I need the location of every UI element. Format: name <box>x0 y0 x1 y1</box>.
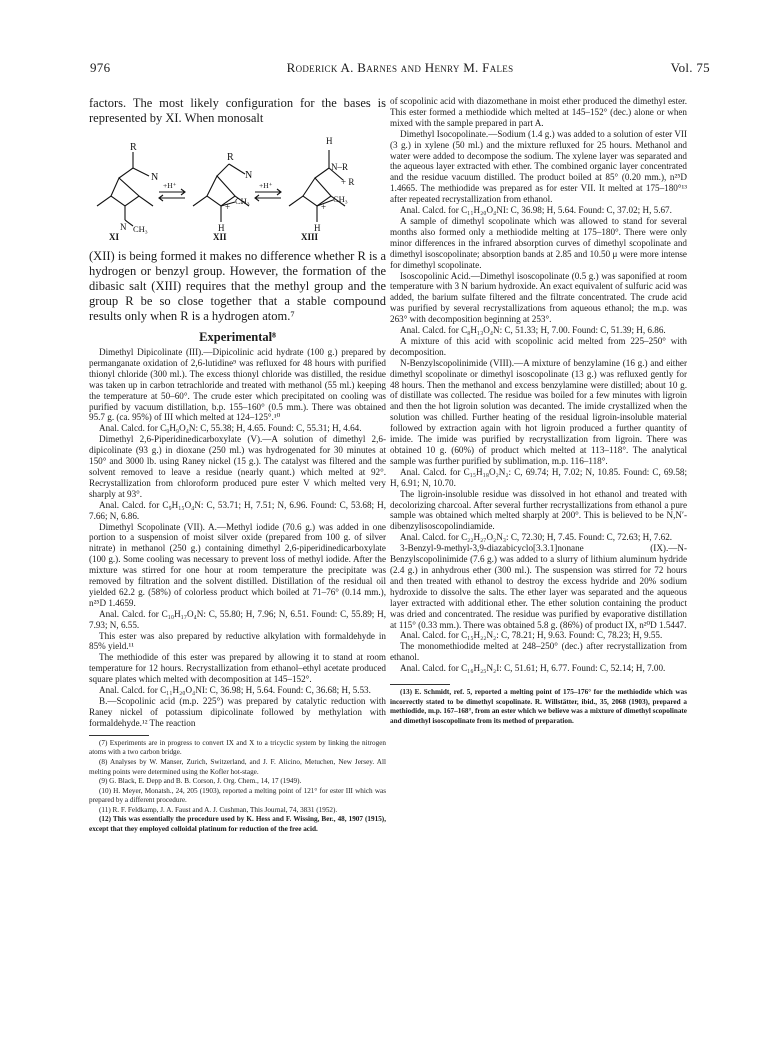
footnote: (7) Experiments are in progress to convert IX and X to a tricyclic system by linking the nitrogen atoms with a two carbon bridge. <box>89 738 386 757</box>
bicyclic-structures <box>89 130 386 243</box>
atom-label: H <box>218 223 225 233</box>
section-heading: Experimental⁸ <box>199 330 276 344</box>
paragraph: Dimethyl Scopolinate (VII). A.—Methyl iodide (70.6 g.) was added in one portion to a suspension of moist silver oxide (prepared from 100 g. of silver nitrate) in methanol (250 g.) containing dimethyl 2,6-piperidinedicarboxylate (100 g.). Some cooling was necessary to prevent loss of methyl iodide. After the mixture was stirred for one hour at room temperature the precipitate was removed by filtration and the solvent distilled. Distillation of the residual oil yielded 62.2 g. (58%) of colorless product which boiled at 71–76° (0.14 mm.), n²⁵D 1.4659. <box>89 521 386 608</box>
atom-label: + <box>321 202 327 212</box>
atom-label: R <box>227 152 234 163</box>
paragraph: Dimethyl 2,6-Piperidinedicarboxylate (V).—A solution of dimethyl 2,6-dipicolinate (93 g.) in dioxane (250 ml.) was hydrogenated for 30 minutes at 150° and 3000 lb. using Raney nickel (15 g.). The catalyst was filtered and the solvent removed to leave a residue (nearly quant.) which melted at 92°. Recrystallization from chloroform produced pure ester V which melted very sharply at 93°. <box>89 434 386 499</box>
paragraph: This ester was also prepared by reductive alkylation with formaldehyde in 85% yield.¹¹ <box>89 630 386 652</box>
paragraph: A sample of dimethyl scopolinate which was allowed to stand for several months also formed only a methiodide melting at 175–180°. There were only minor differences in the infrared absorption curves of dimethyl scopolinate and dimethyl isoscopolinate; absorption bands at 2.85 and 10.50 μ were more intense for dimethyl scopolinate. <box>390 215 687 270</box>
arrow-label: +H⁺ <box>259 181 273 190</box>
paragraph: Anal. Calcd. for C₉H₉O₄N: C, 55.38; H, 4.65. Found: C, 55.31; H, 4.64. <box>99 423 362 434</box>
paragraph: Isoscopolinic Acid.—Dimethyl isoscopolinate (0.5 g.) was saponified at room temperature with 3 N barium hydroxide. An exact equivalent of sulfuric acid was added, the barium sulfate filtered and the filtrate concentrated. The crude acid was purified by several recrystallizations from aqueous ethanol; the m.p. was 263° with decomposition beginning at 253°. <box>390 270 687 325</box>
figure-label: XIII <box>301 232 319 242</box>
discussion-text: (XII) is being formed it makes no difference whether R is a hydrogen or benzyl group. However, the formation of the dibasic salt (XIII) requires that the methyl group and the group R be so close together that a stable compound results only when R is a hydrogen atom.⁷ <box>89 249 386 323</box>
footnote: (8) Analyses by W. Manser, Zurich, Switzerland, and J. F. Alicino, Metuchen, New Jersey. All melting points were determined using the Kofler hot-stage. <box>89 757 386 776</box>
atom-label: H <box>314 223 321 233</box>
page-header <box>90 60 710 76</box>
atom-label: + <box>225 202 231 212</box>
footnote: (10) H. Meyer, Monatsh., 24, 205 (1903), reported a melting point of 121° for ester III which was prepared by a different procedure. <box>89 786 386 805</box>
footnote: (9) G. Black, E. Depp and B. B. Corson, J. Org. Chem., 14, 17 (1949). <box>99 777 302 786</box>
paragraph: N-Benzylscopolinimide (VIII).—A mixture of benzylamine (16 g.) and either dimethyl scopolinate or dimethyl isoscopolinate (13 g.) was refluxed gently for 48 hours. Then the methanol and excess benzylamine were distilled; about 10 g. of distillate was collected. The residue was boiled for a few minutes with ligroin and then the hot ligroin solution was decanted. The imide crystallized when the solution was chilled. Further heating of the residual ligroin-insoluble material followed by extraction again with hot ligroin produced a further quantity of imide. The imide was purified by recrystallization from ligroin. There was obtained 10 g. (60%) of product which melted at 113–118°. The analytical sample was further purified by sublimation, m.p. 116–118°. <box>390 357 687 466</box>
atom-label: N <box>245 170 253 181</box>
footnote: (12) This was essentially the procedure used by K. Hess and F. Wissing, Ber., 48, 1907 (1915), except that they employed colloidal platinum for reduction of the free acid. <box>89 815 386 834</box>
paragraph: The methiodide of this ester was prepared by allowing it to stand at room temperature for 12 hours. Recrystallization from ethanol–ethyl acetate produced square plates which melted with decomposition at 145–152°. <box>89 652 386 685</box>
paragraph: Dimethyl Dipicolinate (III).—Dipicolinic acid hydrate (100 g.) prepared by permanganate oxidation of 2,6-lutidine⁹ was refluxed for 48 hours with purified thionyl chloride (300 ml.). The excess thionyl chloride was distilled, the residue was taken up in carbon tetrachloride and treated with methanol (55 ml.) keeping the temperature at 50–60°. The crude ester which precipitated on cooling was purified by vacuum distillation, b.p. 155–160° (0.5 mm.). There was obtained 95.7 g. (ca. 95%) of III which melted at 124–125°.¹⁰ <box>89 347 386 423</box>
footnote: (11) R. F. Feldkamp, J. A. Faust and A. J. Cushman, This Journal, 74, 3831 (1952). <box>99 805 338 814</box>
paragraph: Anal. Calcd. for C₁₁H₂₀O₄NI: C, 36.98; H, 5.64. Found: C, 37.02; H, 5.67. <box>400 205 672 216</box>
paragraph: Dimethyl Isocopolinate.—Sodium (1.4 g.) was added to a solution of ester VII (3 g.) in xylene (50 ml.) and the mixture refluxed for 25 hours. Methanol and water were added to decompose the sodium. The xylene layer was separated and the aqueous layer extracted with ether. The combined organic layer concentrated and the residue vacuum distilled. The product boiled at 85° (0.20 mm.), n²⁵D 1.4665. The methiodide was prepared as for ester VII. It melted at 175–180°¹³ after repeated recrystallization from ethanol. <box>390 128 687 205</box>
figure-label: XI <box>109 232 120 242</box>
atom-label: CH₃ <box>235 196 250 206</box>
paragraph: Anal. Calcd. for C₁₅H₂₂N₂: C, 78.21; H, 9.63. Found: C, 78.23; H, 9.55. <box>400 630 663 641</box>
paragraph: Anal. Calcd. for C₁₀H₁₇O₄N: C, 55.80; H, 7.96; N, 6.51. Found: C, 55.89; H, 7.93; N, 6.55. <box>89 608 386 630</box>
volume-label: Vol. 75 <box>670 60 710 75</box>
atom-label: H <box>326 136 333 146</box>
atom-label: N <box>120 222 127 232</box>
atom-label: CH₃ <box>133 224 148 234</box>
paragraph: Anal. Calcd. for C₈H₁₃O₄N: C, 51.33; H, 7.00. Found: C, 51.39; H, 6.86. <box>400 325 666 336</box>
paragraph: Anal. Calcd. for C₉H₁₅O₄N: C, 53.71; H, 7.51; N, 6.96. Found: C, 53.68; H, 7.66; N, 6.86. <box>89 499 386 521</box>
atom-label: R <box>130 142 137 153</box>
paragraph: 3-Benzyl-9-methyl-3,9-diazabicyclo[3.3.1]nonane (IX).—N-Benzylscopolinimide (7.6 g.) was added to a slurry of lithium aluminum hydride (2.4 g.) in anhydrous ether (300 ml.). The suspension was stirred for 72 hours and then treated with ethanol to destroy the excess hydride and 20% sodium hydroxide to dissolve the salts. The ether layer was separated and the aqueous layer extracted with additional ether. The ether solution containing the product was dried and concentrated. The residue was purified by evaporative distillation at 115° (0.33 mm.). There was obtained 5.8 g. (86%) of product IX, n²⁰D 1.5447. <box>390 543 687 630</box>
paragraph: The monomethiodide melted at 248–250° (dec.) after recrystallization from ethanol. <box>390 641 687 663</box>
atom-label: N–R <box>331 162 349 172</box>
paragraph: Anal. Calcd. for C₂₂H₂₇O₂N₃: C, 72.30; H, 7.45. Found: C, 72.63; H, 7.62. <box>400 532 673 543</box>
paragraph: Anal. Calcd. for C₁₁H₂₀O₄NI: C, 36.98; H, 5.64. Found: C, 36.68; H, 5.53. <box>99 685 371 696</box>
paragraph: Anal. Calcd. for C₁₅H₁₈O₂N₂: C, 69.74; H, 7.02; N, 10.85. Found: C, 69.58; H, 6.91; N, 10.70. <box>390 466 687 488</box>
paragraph: A mixture of this acid with scopolinic acid melted from 225–250° with decomposition. <box>390 335 687 357</box>
atom-label: CH₃ <box>333 194 348 204</box>
left-column <box>89 96 386 835</box>
arrow-label: +H⁺ <box>163 181 177 190</box>
page-number: 976 <box>90 60 111 75</box>
structure-figure <box>89 130 386 243</box>
right-column <box>390 96 687 726</box>
paragraph: Anal. Calcd. for C₁₆H₂₅N₂I: C, 51.61; H, 6.77. Found: C, 52.14; H, 7.00. <box>400 663 666 674</box>
figure-label: XII <box>213 232 227 242</box>
atom-label: N <box>151 172 159 183</box>
footnote: (13) E. Schmidt, ref. 5, reported a melting point of 175–176° for the methiodide which was incorrectly stated to be dimethyl scopolinate. R. Willstätter, ibid., 35, 2068 (1903), prepared a methiodide, m.p. 167–168°, from an ester which we believe was a mixture of dimethyl scopolinate and dimethyl isoscopolinate from its method of preparation. <box>390 688 687 725</box>
paragraph: The ligroin-insoluble residue was dissolved in hot ethanol and treated with decolorizing charcoal. After several further recrystallizations from ethanol a pure sample was obtained which melted sharply at 200°. This is believed to be N,N′-dibenzylisoscopolindiamide. <box>390 488 687 532</box>
intro-text: factors. The most likely configuration for the bases is represented by XI. When monosalt <box>89 96 386 125</box>
footnote-divider <box>89 735 149 736</box>
atom-label: + R <box>341 177 355 187</box>
running-authors: Roderick A. Barnes and Henry M. Fales <box>286 60 514 75</box>
paragraph: B.—Scopolinic acid (m.p. 225°) was prepared by catalytic reduction with Raney nickel of potassium dipicolinate followed by methylation with formaldehyde.¹² The reaction <box>89 696 386 728</box>
paragraph: of scopolinic acid with diazomethane in moist ether produced the dimethyl ester. This ester formed a methiodide which melted at 145–152° (dec.) alone or when mixed with the sample prepared in part A. <box>390 96 687 128</box>
footnote-divider <box>390 684 450 685</box>
